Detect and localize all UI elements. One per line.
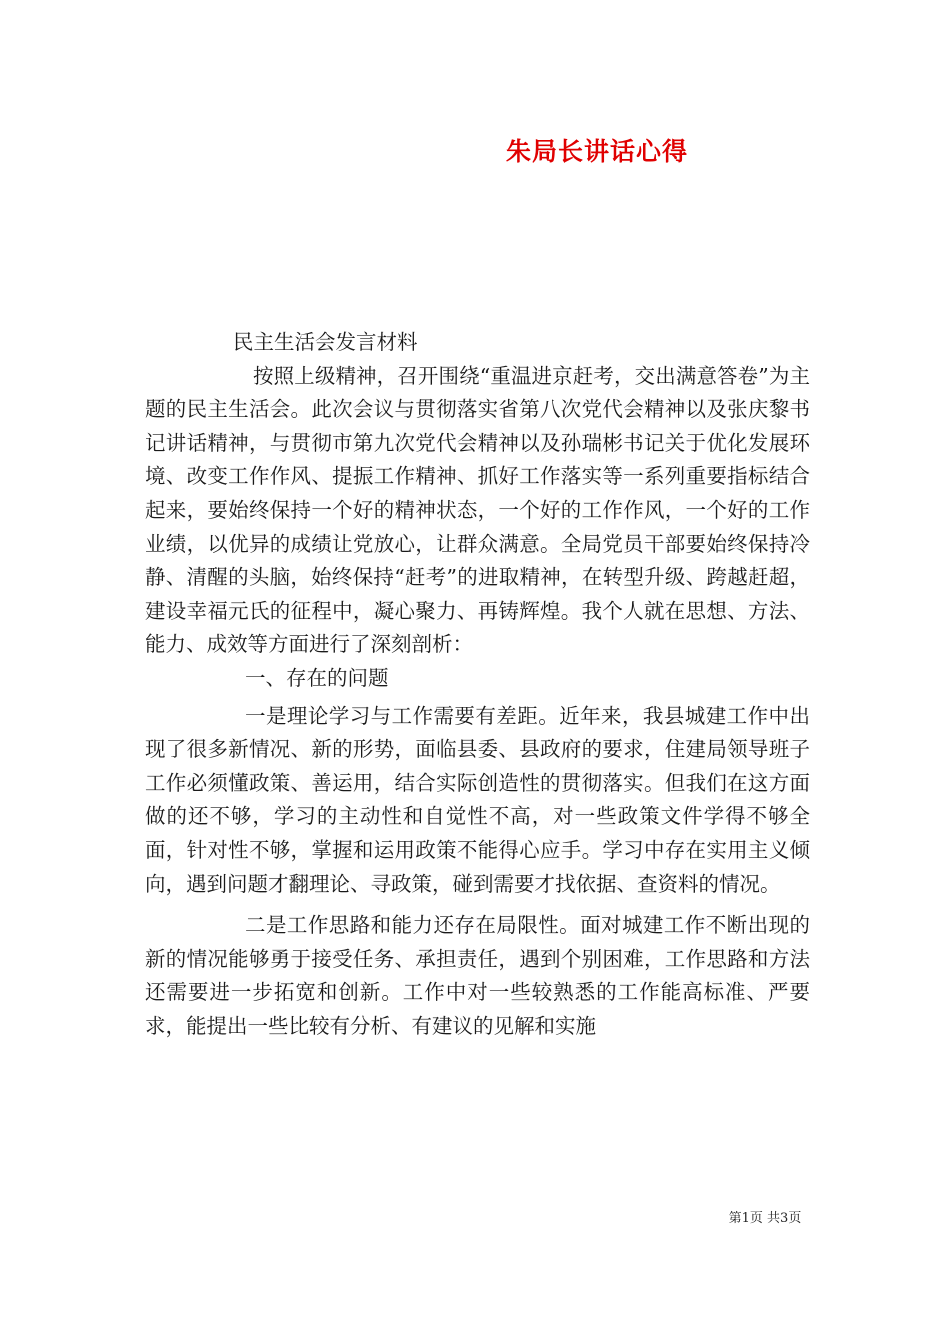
document-subtitle: 民主生活会发言材料 <box>233 330 418 354</box>
document-title: 朱局长讲话心得 <box>505 137 688 166</box>
section-heading: 一、存在的问题 <box>245 665 389 690</box>
problem-two-paragraph: 二是工作思路和能力还存在局限性。面对城建工作不断出现的新的情况能够勇于接受任务、承担责任，遇到个别困难，工作思路和方法还需要进一步拓宽和创新。工作中对一些较熟悉的工作能高标准、严要求，能提出一些比较有分析、有建议的见解和实施 <box>145 913 810 1038</box>
document-body <box>145 326 810 1043</box>
intro-paragraph: 按照上级精神，召开围绕“重温进京赶考，交出满意答卷”为主题的民主生活会。此次会议与贯彻落实省第八次党代会精神以及张庆黎书记讲话精神，与贯彻市第九次党代会精神以及孙瑞彬书记关于优化发展环境、改变工作作风、提振工作精神、抓好工作落实等一系列重要指标结合起来，要始终保持一个好的精神状态，一个好的工作作风，一个好的工作业绩，以优异的成绩让党放心，让群众满意。全局党员干部要始终保持冷静、清醒的头脑，始终保持“赶考”的进取精神，在转型升级、跨越赶超，建设幸福元氏的征程中，凝心聚力、再铸辉煌。我个人就在思想、方法、能力、成效等方面进行了深刻剖析： <box>145 363 810 657</box>
problem-one-paragraph: 一是理论学习与工作需要有差距。近年来，我县城建工作中出现了很多新情况、新的形势，面临县委、县政府的要求，住建局领导班子工作必须懂政策、善运用，结合实际创造性的贯彻落实。但我们在这方面做的还不够，学习的主动性和自觉性不高，对一些政策文件学得不够全面，针对性不够，掌握和运用政策不能得心应手。学习中存在实用主义倾向，遇到问题才翻理论、寻政策，碰到需要才找依据、查资料的情况。 <box>145 703 810 896</box>
page-footer: 第1页 共3页 <box>728 1211 802 1226</box>
